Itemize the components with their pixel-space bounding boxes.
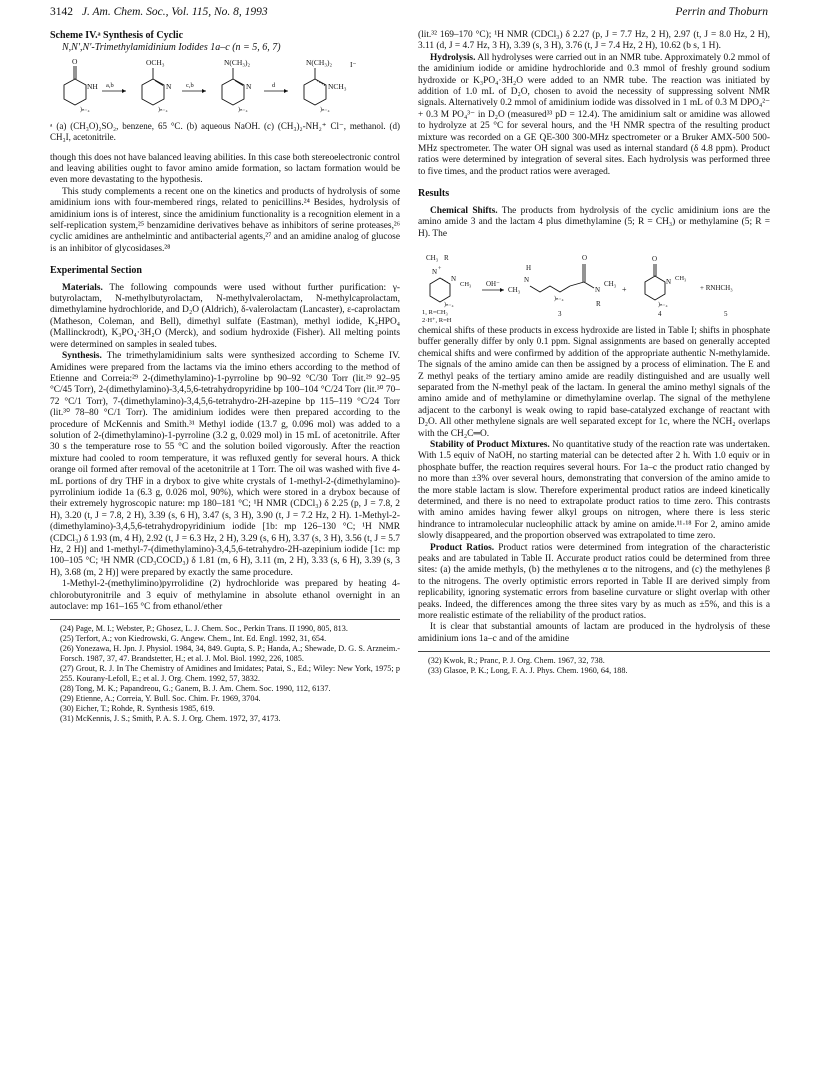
amino-amide-ch3-2: CH₃ [604, 279, 617, 288]
ring-size-label-2: )ₙ₋₄ [158, 107, 168, 113]
amidinium-structure [304, 68, 326, 105]
compound-number-4: 4 [658, 309, 662, 318]
running-authors: Perrin and Thoburn [675, 6, 768, 18]
imino-n: N [166, 82, 172, 91]
footnotes-left [50, 619, 400, 724]
amino-amide-o: O [582, 253, 588, 262]
run-in-heading: Materials. [62, 282, 103, 293]
footnote: (27) Grout, R. J. In The Chemistry of Amidines and Imidates; Patai, S., Ed.; Wiley: New York, 1975; p 255. Kourany-Lefoll, E.; et al. J. Org. Chem. 1992, 57, 3832. [60, 664, 400, 684]
reactant-label-1: 1, R=CH₃ [422, 308, 448, 316]
iodide-label: I⁻ [350, 60, 357, 69]
page-number: 3142 [50, 6, 73, 18]
paragraph-stability: Stability of Product Mixtures. No quantitative study of the reaction rate was undertaken. With 1.5 equiv of NaOH, no starting material can be detected after 2 h. With 1.0 equiv or in phosphate buffer, the reaction requires several hours. For 1a–c the product ratio changed by no more than ±3% over several hours, demonstrating that conversion of the amino amide to the more stable lactam is slow. Therefore experimental product ratios are indeed kinetically determined, and there is no need to extrapolate product ratios to time zero. This contrasts with amino amides having fewer alkyl groups on nitrogen, where there is less steric hindrance to intramolecular nucleophilic attack by amine on amide.¹¹·¹⁸ For 2, amino amide slowly disappeared, and the proportion observed was extrapolated to time zero. [418, 439, 770, 542]
right-column [418, 30, 770, 676]
run-in-heading: Hydrolysis. [430, 52, 476, 63]
amine-product: + RNHCH₃ [700, 283, 733, 292]
run-in-heading: Product Ratios. [430, 542, 495, 553]
arrow-d-label: d [272, 82, 276, 89]
paragraph-chemical-shifts: Chemical Shifts. The products from hydrolysis of the cyclic amidinium ions are the amino amide 3 and the lactam 4 plus dimethylamine (5; R = CH₃) or methylamine (5; R = H). The [418, 205, 770, 239]
amino-amide-n: N [524, 275, 530, 284]
compound-number-3: 3 [558, 309, 562, 318]
lactam-product-ring-size: )ₙ₋₄ [658, 301, 668, 308]
footnotes-right [418, 651, 770, 676]
run-in-heading: Synthesis. [62, 351, 102, 362]
amino-amide-n2: N [595, 285, 601, 294]
footnote: (29) Etienne, A.; Correia, Y. Bull. Soc. Chim. Fr. 1969, 3704. [60, 694, 261, 704]
paragraph: chemical shifts of these products in excess hydroxide are listed in Table I; shifts in phosphate buffer generally differ by only 0.1 ppm. Signal assignments are based on generally accepted chemical shifts and were confirmed by addition of the appropriate authentic N-methylamide. The signals of the amino amide can then be assigned by a process of elimination. The E and Z methyl peaks of the tertiary amino amide are readily distinguished and are usually well separated from the N-methyl peak of the lactam. In general the amino methyl signals of the amino amide and of methylamine or dimethylamine overlap. The signal of the methylene adjacent to the carbonyl is weak owing to rapid base-catalyzed exchange of reactant with D₂O. All other methylene signals are well separated except for 1c, where the NCH₂ overlaps with the CH₂C═O. [418, 325, 770, 439]
footnote: (24) Page, M. I.; Webster, P.; Ghosez, L. J. Chem. Soc., Perkin Trans. II 1990, 805, 813. [60, 624, 348, 634]
run-in-heading: Stability of Product Mixtures. [430, 439, 550, 450]
lactam-product-n: N [666, 277, 672, 286]
footnote: (33) Glasoe, P. K.; Long, F. A. J. Phys. Chem. 1960, 64, 188. [428, 666, 628, 676]
footnote: (26) Yonezawa, H. Jpn. J. Physiol. 1984, 34, 849. Gupta, S. P.; Handa, A.; Shewade, D. G. S. Arzneim.-Forsch. 1987, 37, 47. Brandstetter, H.; et al. J. Mol. Biol. 1992, 226, 1085. [60, 644, 400, 664]
lactam-product-ch3: CH₃ [675, 274, 687, 282]
methoxy-label: OCH₃ [146, 58, 165, 67]
amino-amide-h: H [526, 263, 532, 272]
amino-amide-r: R [596, 299, 601, 308]
imino-ether-structure [142, 68, 164, 105]
hydroxide-label: OH⁻ [486, 279, 500, 288]
section-heading-experimental: Experimental Section [50, 265, 142, 277]
amino-amide-ch3: CH₃ [508, 285, 521, 294]
arrow-ab-label: a,b [106, 82, 114, 89]
footnote: (32) Kwok, R.; Pranc, P. J. Org. Chem. 1967, 32, 738. [428, 656, 605, 666]
footnote: (25) Terfort, A.; von Kiedrowski, G. Angew. Chem., Int. Ed. Engl. 1992, 31, 654. [60, 634, 327, 644]
paragraph-materials: Materials. The following compounds were used without further purification: γ-butyrolactam, N-methylbutyrolactam, N-methylvalerolactam, N-methylcaprolactam, dimethylamine hydrochloride, and D₂O (Aldrich), δ-valerolactam (Lancaster), ε-caprolactam (Matheson, Coleman, and Bell), dimethyl sulfate (Eastman), methyl iodide, K₂HPO₄ (Mallinckrodt), K₃PO₄·3H₂O (Merck), and sodium hydroxide (Fisher). All melting points were determined on samples in sealed tubes. [50, 282, 400, 350]
paragraph: though this does not have balanced leaving abilities. In this case both stereoelectronic control and leaving abilities ought to favor amino amide formation, so lactam formation would be even more devastating to the hypothesis. [50, 152, 400, 186]
ring-size-label: )ₙ₋₄ [80, 107, 90, 113]
ring-size-label-3: )ₙ₋₄ [238, 107, 248, 113]
section-heading-results: Results [418, 188, 450, 200]
amidine-n: N [246, 82, 252, 91]
nmethyl-label: NCH₃ [328, 82, 347, 91]
paragraph: It is clear that substantial amounts of lactam are produced in the hydrolysis of these amidinium ions 1a–c and of the amidine [418, 622, 770, 644]
scheme-caption: ᵃ (a) (CH₃O)₂SO₂, benzene, 65 °C. (b) aqueous NaOH. (c) (CH₃)₂-NH₂⁺ Cl⁻, methanol. (d) CH₃I, acetonitrile. [50, 121, 400, 142]
run-in-heading: Chemical Shifts. [430, 205, 498, 216]
ring-size-label-4: )ₙ₋₄ [320, 107, 330, 113]
scheme-title: Scheme IV.ᵃ Synthesis of Cyclic [50, 30, 184, 41]
amino-amide-ring-size: )ₙ₋₄ [554, 295, 564, 302]
compound-number-5: 5 [724, 309, 728, 318]
left-column [50, 30, 400, 724]
dimethylamino-label: N(CH₃)₂ [224, 58, 251, 67]
reactant-n: N [432, 267, 438, 276]
paragraph-synthesis: Synthesis. The trimethylamidinium salts were synthesized according to Scheme IV. Amidines were prepared from the lactams via the imino ethers according to the method of Etienne and Correia:²⁹ 2-(dimethylamino)-1-pyrroline bp 90–92 °C/30 Torr (lit.²⁹ 92–95 °C/45 Torr), 2-(dimethylamino)-3,4,5,6-tetrahydropyridine bp 100–104 °C/24 Torr (lit.³⁰ 70–72 °C/1 Torr), 7-(dimethylamino)-3,4,5,6-tetrahydro-2H-azepine bp 115–119 °C/24 Torr (lit.³⁰ 78–80 °C/1 Torr). The amidinium iodides were then prepared according to the procedure of McKennis and Smith.³¹ Methyl iodide (13.7 g, 0.096 mol) was added to a solution of 2-(dimethylamino)-1-pyrroline (3.2 g, 0.029 mol) in 15 mL of acetonitrile. After 30 s the temperature rose to 55 °C and the solution boiled vigorously. After the reaction mixture had cooled to room temperature, it was refluxed gently for several hours. A thick orange oil formed after removal of the acetonitrile at 1 Torr. The oil was washed with five 4-mL portions of dry THF in a drybox to give white crystals of 1-methyl-2-(dimethylamino)-pyrrolinium iodide 1a (6.3 g, 0.026 mol, 90%), which were stored in a drybox because of their extremely hygroscopic nature: mp 180–181 °C; ¹H NMR (CDCl₃) δ 2.25 (p, J = 7.8, 2 H), 3.20 (t, J = 7.8, 2 H), 3.39 (s, 6 H), 3.47 (s, 3 H), 3.90 (t, J = 7.2 Hz, 2 H). 1-Methyl-2-(dimethylamino)-3,4,5,6-tetrahydropyridinium iodide [1b: mp 126–130 °C; ¹H NMR (CDCl₃) δ 1.93 (m, 4 H), 2.92 (t, J = 6.3 Hz, 2 H), 3.29 (s, 6 H), 3.37 (s, 3 H), 3.56 (t, J = 5.7 Hz, 2 H)] and 1-methyl-7-(dimethylamino)-3,4,5,6-tetrahydro-2H-azepinium iodide [1c: mp 100–105 °C; ¹H NMR (CD₃COCD₃) δ 1.81 (m, 6 H), 3.11 (m, 2 H), 3.33 (s, 6 H), 3.39 (s, 3 H), 3.68 (m, 2 H)] were prepared by exactly the same procedure. [50, 351, 400, 578]
amidine-structure [222, 68, 244, 105]
lactam-nh: NH [87, 82, 98, 91]
paragraph-hydrolysis: Hydrolysis. All hydrolyses were carried out in an NMR tube. Approximately 0.2 mmol of the amidinium iodide or amidine hydrochloride and 0.3 mmol of freshly ground sodium hydroxide or K₃PO₄·3H₂O were added to an NMR tube. The reaction was initiated by addition of 1.0 mL of D₂O, chosen to avoid the necessity of suppressing solvent NMR signals. Alternatively 0.2 mmol of amidinium iodide was dissolved in 1 mL of 0.3 M DPO₄²⁻ + 0.3 M PO₄³⁻ in D₂O (measured³³ pD = 12.4). The amidinium salt or amidine was allowed to hydrolyze at 25 °C for several hours, and the ¹H NMR spectra of the resulting product mixture was recorded on a GE QE-300 300-MHz spectrometer or a Bruker AMX-500 500-MHz spectrometer. The water OH signal was used as internal standard (δ 4.8 ppm). Product ratios were determined by integration of several sites. Each hydrolysis was performed three to five times, and the product ratios were averaged. [418, 52, 770, 177]
running-header [50, 6, 768, 22]
reactant-ch3: CH₃ [426, 253, 439, 262]
reactant-plus: + [438, 265, 442, 272]
scheme-iv-diagram [50, 57, 400, 119]
lactam-structure [64, 66, 86, 105]
paragraph-product-ratios: Product Ratios. Product ratios were determined from integration of the characteristic peaks and are tabulated in Table II. Accurate product ratios could be determined from three sites: (a) the amide methyls, (b) the methylenes α to the nitrogens, and (c) the methylenes β to the nitrogens. The overly optimistic errors reported in Table II are derived simply from replicability, ignoring systematic errors from baseline curvature or slight overlap with other peaks. Indeed, the differences among the three sites vary by as much as ±5%, and this is a more realistic estimate of the reliability of the product ratios. [418, 542, 770, 622]
hydrolysis-products-diagram [418, 248, 770, 324]
lactam-product-o: O [652, 254, 658, 263]
footnote: (31) McKennis, J. S.; Smith, P. A. S. J. Org. Chem. 1972, 37, 4173. [60, 714, 281, 724]
reactant-label-2: 2·H⁺, R=H [422, 316, 452, 324]
journal-citation: J. Am. Chem. Soc., Vol. 115, No. 8, 1993 [81, 6, 268, 18]
reactant-n2: N [451, 274, 457, 283]
reactant-ring [430, 278, 450, 302]
arrow-cb-label: c,b [186, 82, 194, 89]
reactant-r: R [444, 253, 449, 262]
scheme-subtitle: N,N′,N′-Trimethylamidinium Iodides 1a–c (n = 5, 6, 7) [62, 42, 281, 53]
plus-sign: + [622, 284, 627, 294]
paragraph: 1-Methyl-2-(methylimino)pyrrolidine (2) hydrochloride was prepared by heating 4-chlorobutyronitrile and 3 equiv of methylamine in absolute ethanol overnight in an autoclave: mp 161–165 °C from ethanol/ether [50, 579, 400, 613]
paragraph: (lit.³² 169–170 °C); ¹H NMR (CDCl₃) δ 2.27 (p, J = 7.7 Hz, 2 H), 2.97 (t, J = 8.0 Hz, 2 H), 3.11 (d, J = 4.7 Hz, 3 H), 3.39 (s, 3 H), 3.76 (t, J = 7.4 Hz, 2 H), 10.62 (b s, 1 H). [418, 30, 770, 52]
reactant-ring-size: )ₙ₋₄ [444, 301, 454, 308]
paragraph: This study complements a recent one on the kinetics and products of hydrolysis of some amidinium ions with four-membered rings, related to penicillins.²⁴ Besides, hydrolysis of amidinium ions is of interest, since the amidinium functionality is a recognition element in a self-replication system,²⁵ benzamidine derivatives behave as inhibitors of serine proteases,²⁶ cyclic amidines are anthelmintic and antibacterial agents,²⁷ and an amidine analog of glucose is an inhibitor of glycosidases.²⁸ [50, 186, 400, 254]
footnote: (28) Tong, M. K.; Papandreou, G.; Ganem, B. J. Am. Chem. Soc. 1990, 112, 6137. [60, 684, 331, 694]
reactant-ch3b: CH₃ [460, 280, 472, 288]
lactam-oxygen: O [72, 57, 78, 66]
dimethylamino-label-2: N(CH₃)₂ [306, 58, 333, 67]
footnote: (30) Eicher, T.; Rohde, R. Synthesis 1985, 619. [60, 704, 215, 714]
lactam-product-ring [645, 264, 665, 300]
